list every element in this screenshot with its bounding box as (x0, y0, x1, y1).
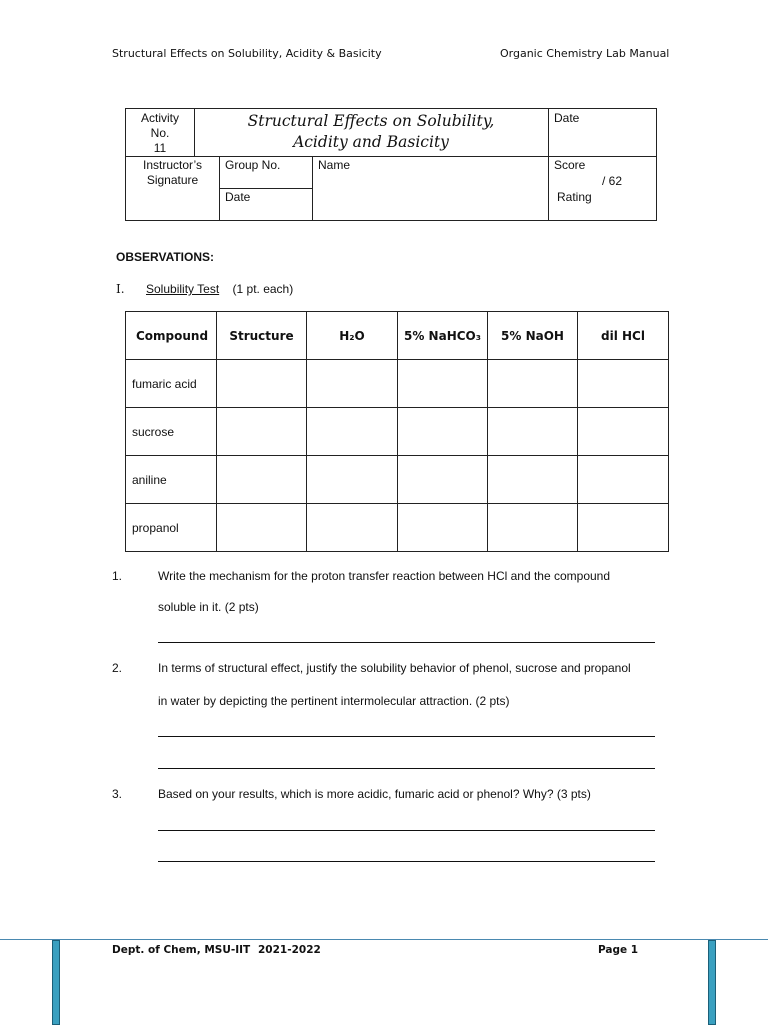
answer-cell[interactable] (217, 456, 307, 504)
section-points: (1 pt. each) (232, 282, 294, 296)
group-no-field: Group No. (225, 158, 281, 172)
observations-heading: OBSERVATIONS: (116, 250, 215, 264)
signature-label: Signature (146, 173, 199, 187)
column-header-nahco3: 5% NaHCO₃ (398, 312, 488, 360)
answer-cell[interactable] (578, 360, 669, 408)
column-header-compound: Compound (126, 312, 217, 360)
answer-cell[interactable] (398, 456, 488, 504)
table-row (126, 408, 669, 456)
question-text: in water by depicting the pertinent intermolecular attraction. (2 pts) (158, 694, 510, 708)
column-header-water: H₂O (307, 312, 398, 360)
table-row (126, 504, 669, 552)
table-header-row (126, 312, 669, 360)
divider (219, 188, 312, 189)
instructor-label: Instructor’s (143, 158, 202, 172)
compound-cell: aniline (126, 456, 217, 504)
compound-cell: fumaric acid (126, 360, 217, 408)
question-text: Write the mechanism for the proton transfer reaction between HCl and the compound (158, 569, 611, 583)
answer-cell[interactable] (398, 360, 488, 408)
answer-line[interactable] (158, 736, 655, 737)
compound-cell: sucrose (126, 408, 217, 456)
activity-label: Activity (140, 111, 179, 125)
answer-cell[interactable] (307, 360, 398, 408)
compound-cell: propanol (126, 504, 217, 552)
divider (126, 156, 656, 157)
answer-line[interactable] (158, 642, 655, 643)
activity-no-label: No. (150, 126, 170, 140)
date-field-2: Date (225, 190, 251, 204)
question-number: 1. (112, 569, 123, 583)
answer-cell[interactable] (488, 360, 578, 408)
section-title (146, 282, 293, 296)
answer-cell[interactable] (578, 408, 669, 456)
running-header-left: Structural Effects on Solubility, Acidity & Basicity (112, 47, 382, 60)
divider (312, 156, 313, 220)
column-header-naoh: 5% NaOH (488, 312, 578, 360)
answer-cell[interactable] (488, 408, 578, 456)
answer-cell[interactable] (217, 408, 307, 456)
answer-cell[interactable] (307, 504, 398, 552)
question-text: soluble in it. (2 pts) (158, 600, 259, 614)
score-field: Score (554, 158, 586, 172)
solubility-table (125, 311, 669, 552)
answer-line[interactable] (158, 830, 655, 831)
answer-cell[interactable] (307, 456, 398, 504)
footer-year: 2021-2022 (258, 944, 321, 956)
footer-bar-left (52, 940, 60, 1025)
answer-cell[interactable] (217, 504, 307, 552)
question-text: In terms of structural effect, justify the solubility behavior of phenol, sucrose and propanol (158, 661, 631, 675)
section-numeral: I. (116, 282, 125, 296)
activity-info-box (125, 108, 657, 221)
score-total: / 62 (602, 174, 623, 188)
answer-cell[interactable] (398, 504, 488, 552)
divider (548, 109, 549, 220)
footer-department: Dept. of Chem, MSU-IIT (112, 944, 251, 956)
activity-number: 11 (153, 141, 167, 155)
activity-number-cell (126, 111, 194, 156)
rating-field: Rating (557, 190, 592, 204)
footer-rule (0, 939, 768, 940)
column-header-structure: Structure (217, 312, 307, 360)
answer-line[interactable] (158, 861, 655, 862)
activity-title-line2: Acidity and Basicity (293, 133, 449, 151)
answer-cell[interactable] (307, 408, 398, 456)
activity-title-line1: Structural Effects on Solubility, (247, 112, 495, 130)
answer-cell[interactable] (578, 504, 669, 552)
footer-page-number: Page 1 (598, 944, 639, 956)
question-number: 3. (112, 787, 123, 801)
answer-line[interactable] (158, 768, 655, 769)
answer-cell[interactable] (217, 360, 307, 408)
question-text: Based on your results, which is more acidic, fumaric acid or phenol? Why? (3 pts) (158, 787, 591, 801)
date-field: Date (554, 111, 580, 125)
table-row (126, 456, 669, 504)
question-number: 2. (112, 661, 123, 675)
section-title-text: Solubility Test (146, 282, 220, 296)
column-header-hcl: dil HCl (578, 312, 669, 360)
answer-cell[interactable] (488, 456, 578, 504)
answer-cell[interactable] (578, 456, 669, 504)
activity-title (194, 111, 548, 153)
name-field: Name (318, 158, 351, 172)
instructor-signature-field (126, 158, 219, 188)
answer-cell[interactable] (398, 408, 488, 456)
table-row (126, 360, 669, 408)
answer-cell[interactable] (488, 504, 578, 552)
running-header-right: Organic Chemistry Lab Manual (500, 47, 670, 60)
footer-bar-right (708, 940, 716, 1025)
